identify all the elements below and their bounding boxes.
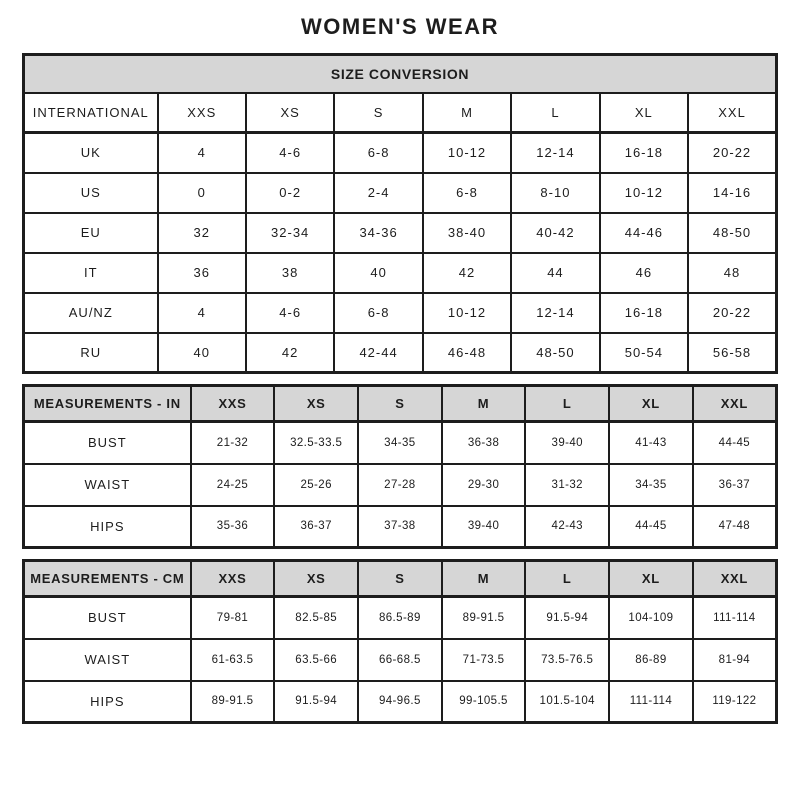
table-cell: 44-45	[693, 422, 777, 464]
row-label: HIPS	[24, 506, 191, 548]
table-row	[24, 464, 777, 506]
column-header: M	[423, 93, 511, 133]
table-cell: 111-114	[609, 681, 693, 723]
table-row	[24, 333, 777, 373]
table-cell: 24-25	[191, 464, 275, 506]
measurements-cm-table	[22, 559, 778, 724]
table-row	[24, 639, 777, 681]
table-cell: 29-30	[442, 464, 526, 506]
table-cell: 2-4	[334, 173, 422, 213]
size-conversion-body	[24, 133, 777, 373]
table-row	[24, 506, 777, 548]
table-cell: 4-6	[246, 293, 334, 333]
table-cell: 32.5-33.5	[274, 422, 358, 464]
table-cell: 41-43	[609, 422, 693, 464]
table-cell: 46	[600, 253, 688, 293]
table-cell: 27-28	[358, 464, 442, 506]
table-cell: 48-50	[511, 333, 599, 373]
table-cell: 34-35	[609, 464, 693, 506]
table-cell: 12-14	[511, 293, 599, 333]
table-cell: 12-14	[511, 133, 599, 173]
table-cell: 32	[158, 213, 246, 253]
table-row	[24, 422, 777, 464]
column-header: XXL	[693, 386, 777, 422]
table-cell: 40	[158, 333, 246, 373]
table-cell: 35-36	[191, 506, 275, 548]
table-cell: 42-44	[334, 333, 422, 373]
row-label: WAIST	[24, 464, 191, 506]
table-cell: 50-54	[600, 333, 688, 373]
row-label: EU	[24, 213, 158, 253]
table-cell: 71-73.5	[442, 639, 526, 681]
table-row	[24, 173, 777, 213]
table-row	[24, 681, 777, 723]
row-label: UK	[24, 133, 158, 173]
table-cell: 94-96.5	[358, 681, 442, 723]
table-cell: 4	[158, 133, 246, 173]
table-cell: 20-22	[688, 133, 776, 173]
column-header: L	[525, 561, 609, 597]
table-cell: 34-35	[358, 422, 442, 464]
table-cell: 10-12	[423, 293, 511, 333]
table-cell: 101.5-104	[525, 681, 609, 723]
table-cell: 10-12	[600, 173, 688, 213]
table-cell: 36-37	[274, 506, 358, 548]
column-header: XXS	[191, 561, 275, 597]
column-header: L	[525, 386, 609, 422]
measurements-in-table	[22, 384, 778, 549]
column-header: XXS	[191, 386, 275, 422]
row-label: US	[24, 173, 158, 213]
table-row	[24, 293, 777, 333]
column-header: S	[358, 561, 442, 597]
measurements-in-header-row	[24, 386, 777, 422]
table-cell: 6-8	[334, 133, 422, 173]
column-header: M	[442, 386, 526, 422]
measurements-cm-body	[24, 597, 777, 723]
row-label: IT	[24, 253, 158, 293]
column-header: XL	[600, 93, 688, 133]
table-cell: 111-114	[693, 597, 777, 639]
table-cell: 0	[158, 173, 246, 213]
size-conversion-band-row	[24, 55, 777, 93]
table-cell: 79-81	[191, 597, 275, 639]
column-header: XS	[246, 93, 334, 133]
table-cell: 104-109	[609, 597, 693, 639]
table-row	[24, 133, 777, 173]
table-cell: 8-10	[511, 173, 599, 213]
column-header: S	[334, 93, 422, 133]
column-header: XXS	[158, 93, 246, 133]
table-cell: 61-63.5	[191, 639, 275, 681]
size-conversion-table	[22, 53, 778, 374]
table-cell: 86-89	[609, 639, 693, 681]
table-cell: 99-105.5	[442, 681, 526, 723]
table-cell: 39-40	[525, 422, 609, 464]
measurements-cm-header-row	[24, 561, 777, 597]
row-label: WAIST	[24, 639, 191, 681]
page-title: WOMEN'S WEAR	[301, 14, 499, 39]
column-header: M	[442, 561, 526, 597]
table-cell: 20-22	[688, 293, 776, 333]
table-cell: 31-32	[525, 464, 609, 506]
row-label: BUST	[24, 422, 191, 464]
table-cell: 42	[246, 333, 334, 373]
table-cell: 36-38	[442, 422, 526, 464]
table-cell: 25-26	[274, 464, 358, 506]
table-cell: 91.5-94	[274, 681, 358, 723]
size-conversion-header: SIZE CONVERSION	[24, 55, 777, 93]
column-header: XXL	[693, 561, 777, 597]
table-cell: 89-91.5	[191, 681, 275, 723]
column-header: S	[358, 386, 442, 422]
column-header: XL	[609, 386, 693, 422]
table-cell: 119-122	[693, 681, 777, 723]
column-header: INTERNATIONAL	[24, 93, 158, 133]
table-cell: 46-48	[423, 333, 511, 373]
table-cell: 32-34	[246, 213, 334, 253]
table-cell: 48-50	[688, 213, 776, 253]
table-cell: 37-38	[358, 506, 442, 548]
table-cell: 36-37	[693, 464, 777, 506]
table-cell: 21-32	[191, 422, 275, 464]
table-cell: 16-18	[600, 293, 688, 333]
column-header: XXL	[688, 93, 776, 133]
measurements-cm-title: MEASUREMENTS - CM	[24, 561, 191, 597]
table-cell: 73.5-76.5	[525, 639, 609, 681]
table-cell: 6-8	[423, 173, 511, 213]
table-row	[24, 213, 777, 253]
table-cell: 44	[511, 253, 599, 293]
row-label: BUST	[24, 597, 191, 639]
table-cell: 10-12	[423, 133, 511, 173]
table-cell: 0-2	[246, 173, 334, 213]
table-cell: 66-68.5	[358, 639, 442, 681]
table-cell: 34-36	[334, 213, 422, 253]
table-cell: 4-6	[246, 133, 334, 173]
table-cell: 42	[423, 253, 511, 293]
table-cell: 39-40	[442, 506, 526, 548]
table-cell: 47-48	[693, 506, 777, 548]
table-cell: 42-43	[525, 506, 609, 548]
table-row	[24, 253, 777, 293]
column-header: XS	[274, 561, 358, 597]
table-cell: 4	[158, 293, 246, 333]
row-label: AU/NZ	[24, 293, 158, 333]
table-cell: 89-91.5	[442, 597, 526, 639]
table-cell: 44-46	[600, 213, 688, 253]
table-cell: 16-18	[600, 133, 688, 173]
table-cell: 91.5-94	[525, 597, 609, 639]
column-header: XS	[274, 386, 358, 422]
column-header: L	[511, 93, 599, 133]
table-cell: 82.5-85	[274, 597, 358, 639]
table-cell: 56-58	[688, 333, 776, 373]
row-label: HIPS	[24, 681, 191, 723]
table-cell: 14-16	[688, 173, 776, 213]
table-cell: 40	[334, 253, 422, 293]
table-cell: 36	[158, 253, 246, 293]
table-cell: 48	[688, 253, 776, 293]
table-cell: 38	[246, 253, 334, 293]
table-cell: 6-8	[334, 293, 422, 333]
table-cell: 63.5-66	[274, 639, 358, 681]
measurements-in-body	[24, 422, 777, 548]
table-cell: 81-94	[693, 639, 777, 681]
table-row	[24, 597, 777, 639]
measurements-in-title: MEASUREMENTS - IN	[24, 386, 191, 422]
table-cell: 44-45	[609, 506, 693, 548]
column-header: XL	[609, 561, 693, 597]
table-cell: 40-42	[511, 213, 599, 253]
table-cell: 38-40	[423, 213, 511, 253]
size-conversion-column-header-row	[24, 93, 777, 133]
table-cell: 86.5-89	[358, 597, 442, 639]
row-label: RU	[24, 333, 158, 373]
